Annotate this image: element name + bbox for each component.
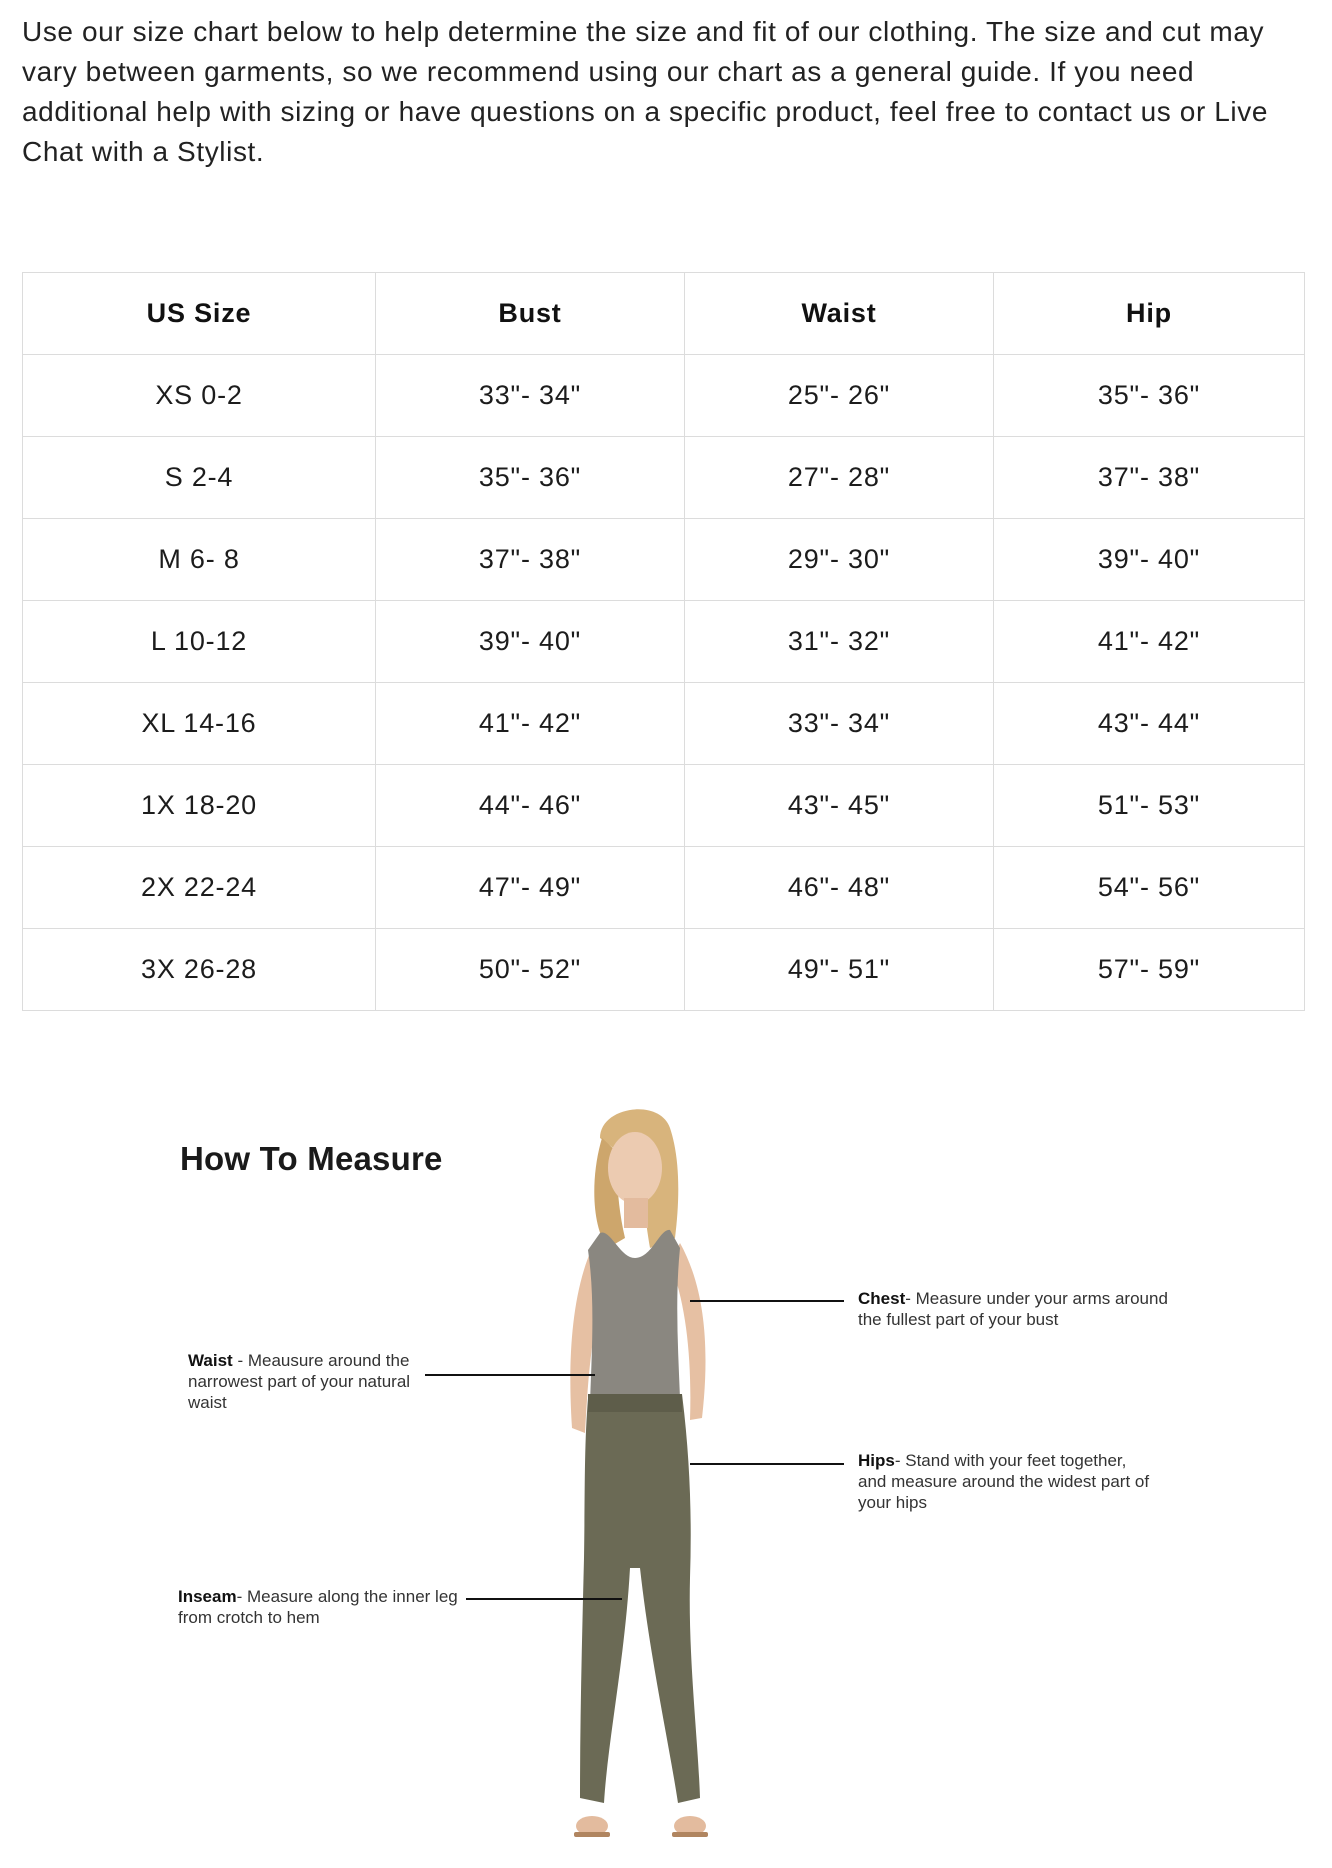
table-row <box>23 601 1305 683</box>
hips-leader-line <box>690 1463 844 1465</box>
how-to-measure-graphic <box>0 1080 1332 1868</box>
size-chart-table <box>22 272 1305 1011</box>
face-shape <box>608 1132 662 1204</box>
cell-hip: 43"- 44" <box>994 683 1305 765</box>
cell-bust: 50"- 52" <box>376 929 685 1011</box>
header-waist: Waist <box>685 273 994 355</box>
table-header-row <box>23 273 1305 355</box>
intro-paragraph: Use our size chart below to help determine the size and fit of our clothing. The size and cut may vary between garments, so we recommend using our chart as a general guide. If you need additional help with sizing or have questions on a specific product, feel free to contact us or Live Chat with a Stylist. <box>22 16 1269 167</box>
cell-waist: 43"- 45" <box>685 765 994 847</box>
cell-waist: 31"- 32" <box>685 601 994 683</box>
inseam-leader-line <box>466 1598 622 1600</box>
cell-hip: 51"- 53" <box>994 765 1305 847</box>
cell-hip: 35"- 36" <box>994 355 1305 437</box>
cell-size: L 10-12 <box>23 601 376 683</box>
table-row <box>23 683 1305 765</box>
chest-text: - Measure under your arms around the fullest part of your bust <box>858 1289 1168 1329</box>
hips-note <box>858 1450 1158 1513</box>
waistband <box>588 1394 682 1412</box>
header-hip: Hip <box>994 273 1305 355</box>
header-us-size: US Size <box>23 273 376 355</box>
inseam-label: Inseam <box>178 1587 237 1606</box>
inseam-note <box>178 1586 463 1628</box>
waist-leader-line <box>425 1374 595 1376</box>
waist-label: Waist <box>188 1351 233 1370</box>
cell-size: XS 0-2 <box>23 355 376 437</box>
cell-waist: 29"- 30" <box>685 519 994 601</box>
table-row <box>23 355 1305 437</box>
cell-hip: 54"- 56" <box>994 847 1305 929</box>
cell-size: 2X 22-24 <box>23 847 376 929</box>
cell-bust: 35"- 36" <box>376 437 685 519</box>
table-row <box>23 929 1305 1011</box>
cell-bust: 44"- 46" <box>376 765 685 847</box>
cell-waist: 49"- 51" <box>685 929 994 1011</box>
cell-size: 1X 18-20 <box>23 765 376 847</box>
cell-hip: 41"- 42" <box>994 601 1305 683</box>
neck-shape <box>624 1198 648 1228</box>
waist-text: - Meausure around the narrowest part of your natural waist <box>188 1351 411 1412</box>
cell-bust: 39"- 40" <box>376 601 685 683</box>
cell-bust: 37"- 38" <box>376 519 685 601</box>
cell-bust: 47"- 49" <box>376 847 685 929</box>
table-row <box>23 519 1305 601</box>
table-row <box>23 437 1305 519</box>
tank-top <box>588 1230 680 1403</box>
chest-label: Chest <box>858 1289 906 1308</box>
cell-size: M 6- 8 <box>23 519 376 601</box>
table-row <box>23 847 1305 929</box>
cell-size: XL 14-16 <box>23 683 376 765</box>
left-sandal <box>574 1832 610 1837</box>
cell-bust: 41"- 42" <box>376 683 685 765</box>
cell-waist: 46"- 48" <box>685 847 994 929</box>
chest-leader-line <box>690 1300 844 1302</box>
cell-size: S 2-4 <box>23 437 376 519</box>
how-to-measure-title: How To Measure <box>180 1140 443 1177</box>
header-bust: Bust <box>376 273 685 355</box>
cell-waist: 27"- 28" <box>685 437 994 519</box>
model-figure-image <box>530 1098 910 1868</box>
cell-size: 3X 26-28 <box>23 929 376 1011</box>
cell-waist: 33"- 34" <box>685 683 994 765</box>
hips-label: Hips <box>858 1451 895 1470</box>
cell-hip: 57"- 59" <box>994 929 1305 1011</box>
cell-hip: 37"- 38" <box>994 437 1305 519</box>
chest-note <box>858 1288 1178 1330</box>
hips-text: - Stand with your feet together, and measure around the widest part of your hips <box>858 1451 1150 1512</box>
cell-bust: 33"- 34" <box>376 355 685 437</box>
table-row <box>23 765 1305 847</box>
right-sandal <box>672 1832 708 1837</box>
cell-waist: 25"- 26" <box>685 355 994 437</box>
inseam-text: - Measure along the inner leg from crotch to hem <box>178 1587 458 1627</box>
waist-note <box>188 1350 418 1413</box>
cell-hip: 39"- 40" <box>994 519 1305 601</box>
